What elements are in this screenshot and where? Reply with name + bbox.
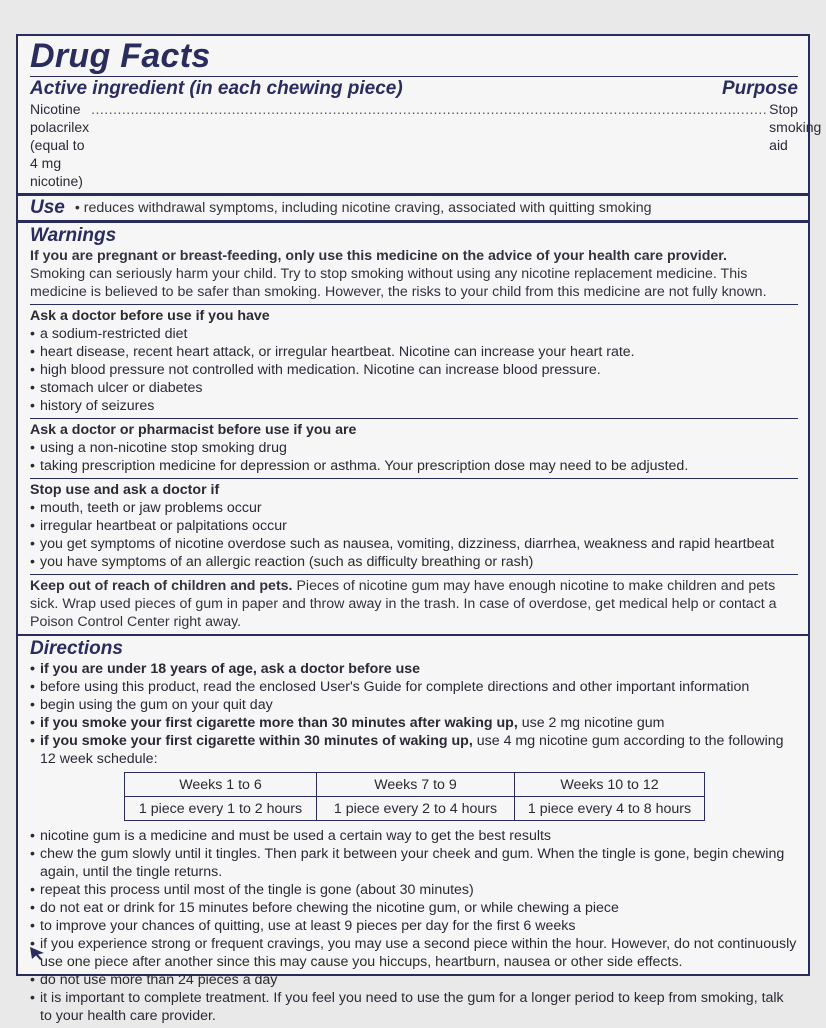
dot-leader: .......................................................................................................................................................... bbox=[91, 101, 768, 117]
table-cell: 1 piece every 1 to 2 hours bbox=[125, 797, 317, 821]
item-bold: if you smoke your first cigarette more than 30 minutes after waking up, bbox=[40, 715, 518, 731]
table-row bbox=[125, 773, 705, 797]
stop-use-list bbox=[30, 499, 798, 571]
ingredient-name: Nicotine polacrilex (equal to 4 mg nicotine) bbox=[30, 101, 90, 189]
purpose-heading: Purpose bbox=[721, 78, 798, 99]
pregnancy-warning-bold: If you are pregnant or breast-feeding, only use this medicine on the advice of your health care provider. bbox=[30, 248, 727, 264]
list-item: • to improve your chances of quitting, use at least 9 pieces per day for the first 6 weeks bbox=[30, 917, 798, 935]
keep-out-paragraph bbox=[30, 577, 798, 631]
list-item: • irregular heartbeat or palpitations occur bbox=[30, 517, 798, 535]
list-item: • using a non-nicotine stop smoking drug bbox=[30, 439, 798, 457]
list-item bbox=[30, 714, 798, 732]
stop-use-section bbox=[18, 479, 808, 574]
ask-pharmacist-section bbox=[18, 419, 808, 478]
list-item: • nicotine gum is a medicine and must be used a certain way to get the best results bbox=[30, 827, 798, 845]
list-item: • chew the gum slowly until it tingles. Then park it between your cheek and gum. When the tingle is gone, begin chewing again, until the tingle returns. bbox=[30, 845, 798, 881]
table-row bbox=[125, 797, 705, 821]
use-text: reduces withdrawal symptoms, including nicotine craving, associated with quitting smoking bbox=[83, 200, 652, 216]
list-item: • heart disease, recent heart attack, or irregular heartbeat. Nicotine can increase your heart rate. bbox=[30, 343, 798, 361]
list-item: • if you are under 18 years of age, ask a doctor before use bbox=[30, 660, 798, 678]
list-item: • mouth, teeth or jaw problems occur bbox=[30, 499, 798, 517]
list-item: • do not use more than 24 pieces a day bbox=[30, 971, 798, 989]
table-header-cell: Weeks 1 to 6 bbox=[125, 773, 317, 797]
use-bullet: • bbox=[74, 200, 84, 216]
list-item: • you get symptoms of nicotine overdose such as nausea, vomiting, dizziness, diarrhea, weakness and rapid heartbeat bbox=[30, 535, 798, 553]
list-item: • high blood pressure not controlled with medication. Nicotine can increase blood pressure. bbox=[30, 361, 798, 379]
dosing-schedule-table bbox=[124, 772, 705, 821]
list-item: • stomach ulcer or diabetes bbox=[30, 379, 798, 397]
keep-out-text: Pieces of nicotine gum may have enough nicotine to make children and pets sick. Wrap used pieces of gum in paper and throw away in the trash. In case of overdose, get medical help or contact a Poison Control Center right away. bbox=[30, 578, 777, 630]
ask-pharmacist-list bbox=[30, 439, 798, 475]
list-item: • repeat this process until most of the tingle is gone (about 30 minutes) bbox=[30, 881, 798, 899]
ask-doctor-list bbox=[30, 325, 798, 415]
directions-more-list bbox=[30, 827, 798, 1025]
item-bold: if you smoke your first cigarette within 30 minutes of waking up, bbox=[40, 733, 473, 749]
arrow-continue-icon bbox=[28, 945, 46, 966]
list-item: • if you experience strong or frequent cravings, you may use a second piece within the hour. However, do not continuously use one piece after another since this may cause you hiccups, heartburn, nausea or other side effects. bbox=[30, 935, 798, 971]
ingredient-row bbox=[30, 100, 822, 190]
ingredient-purpose: Stop smoking aid bbox=[769, 101, 822, 153]
ask-doctor-heading: Ask a doctor before use if you have bbox=[30, 308, 270, 324]
list-item bbox=[30, 732, 798, 768]
use-heading: Use bbox=[30, 197, 65, 218]
table-header-cell: Weeks 7 to 9 bbox=[317, 773, 515, 797]
list-item: • do not eat or drink for 15 minutes before chewing the nicotine gum, or while chewing a piece bbox=[30, 899, 798, 917]
ask-doctor-section bbox=[18, 305, 808, 418]
drug-facts-panel bbox=[16, 34, 822, 1024]
list-item: • a sodium-restricted diet bbox=[30, 325, 798, 343]
ask-pharmacist-heading: Ask a doctor or pharmacist before use if you are bbox=[30, 422, 357, 438]
active-ingredient-heading: Active ingredient (in each chewing piece) bbox=[30, 78, 403, 99]
warnings-heading: Warnings bbox=[30, 225, 117, 246]
page-title: Drug Facts bbox=[30, 37, 211, 75]
list-item: • before using this product, read the enclosed User's Guide for complete directions and other important information bbox=[30, 678, 798, 696]
list-item: • it is important to complete treatment. If you feel you need to use the gum for a longer period to keep from smoking, talk to your health care provider. bbox=[30, 989, 798, 1025]
table-cell: 1 piece every 4 to 8 hours bbox=[515, 797, 705, 821]
list-item: • you have symptoms of an allergic reaction (such as difficulty breathing or rash) bbox=[30, 553, 798, 571]
list-item: • taking prescription medicine for depression or asthma. Your prescription dose may need to be adjusted. bbox=[30, 457, 798, 475]
item-text: use 2 mg nicotine gum bbox=[521, 715, 665, 731]
pregnancy-warning-text: Smoking can seriously harm your child. Try to stop smoking without using any nicotine replacement medicine. This medicine is believed to be safer than smoking. However, the risks to your child from this medicine are not fully known. bbox=[30, 266, 767, 300]
stop-use-heading: Stop use and ask a doctor if bbox=[30, 482, 220, 498]
warnings-section bbox=[18, 223, 808, 304]
use-section bbox=[18, 196, 808, 220]
table-header-cell: Weeks 10 to 12 bbox=[515, 773, 705, 797]
keep-out-bold: Keep out of reach of children and pets. bbox=[30, 578, 293, 594]
table-cell: 1 piece every 2 to 4 hours bbox=[317, 797, 515, 821]
directions-heading: Directions bbox=[30, 638, 123, 659]
title-bar bbox=[18, 36, 808, 76]
directions-section bbox=[18, 636, 808, 1028]
list-item: • begin using the gum on your quit day bbox=[30, 696, 798, 714]
active-ingredient-section bbox=[18, 77, 822, 190]
list-item: • history of seizures bbox=[30, 397, 798, 415]
item-text: use 4 mg nicotine gum according to the following 12 week schedule: bbox=[40, 733, 784, 767]
directions-list bbox=[30, 660, 798, 768]
keep-out-section bbox=[18, 575, 808, 634]
